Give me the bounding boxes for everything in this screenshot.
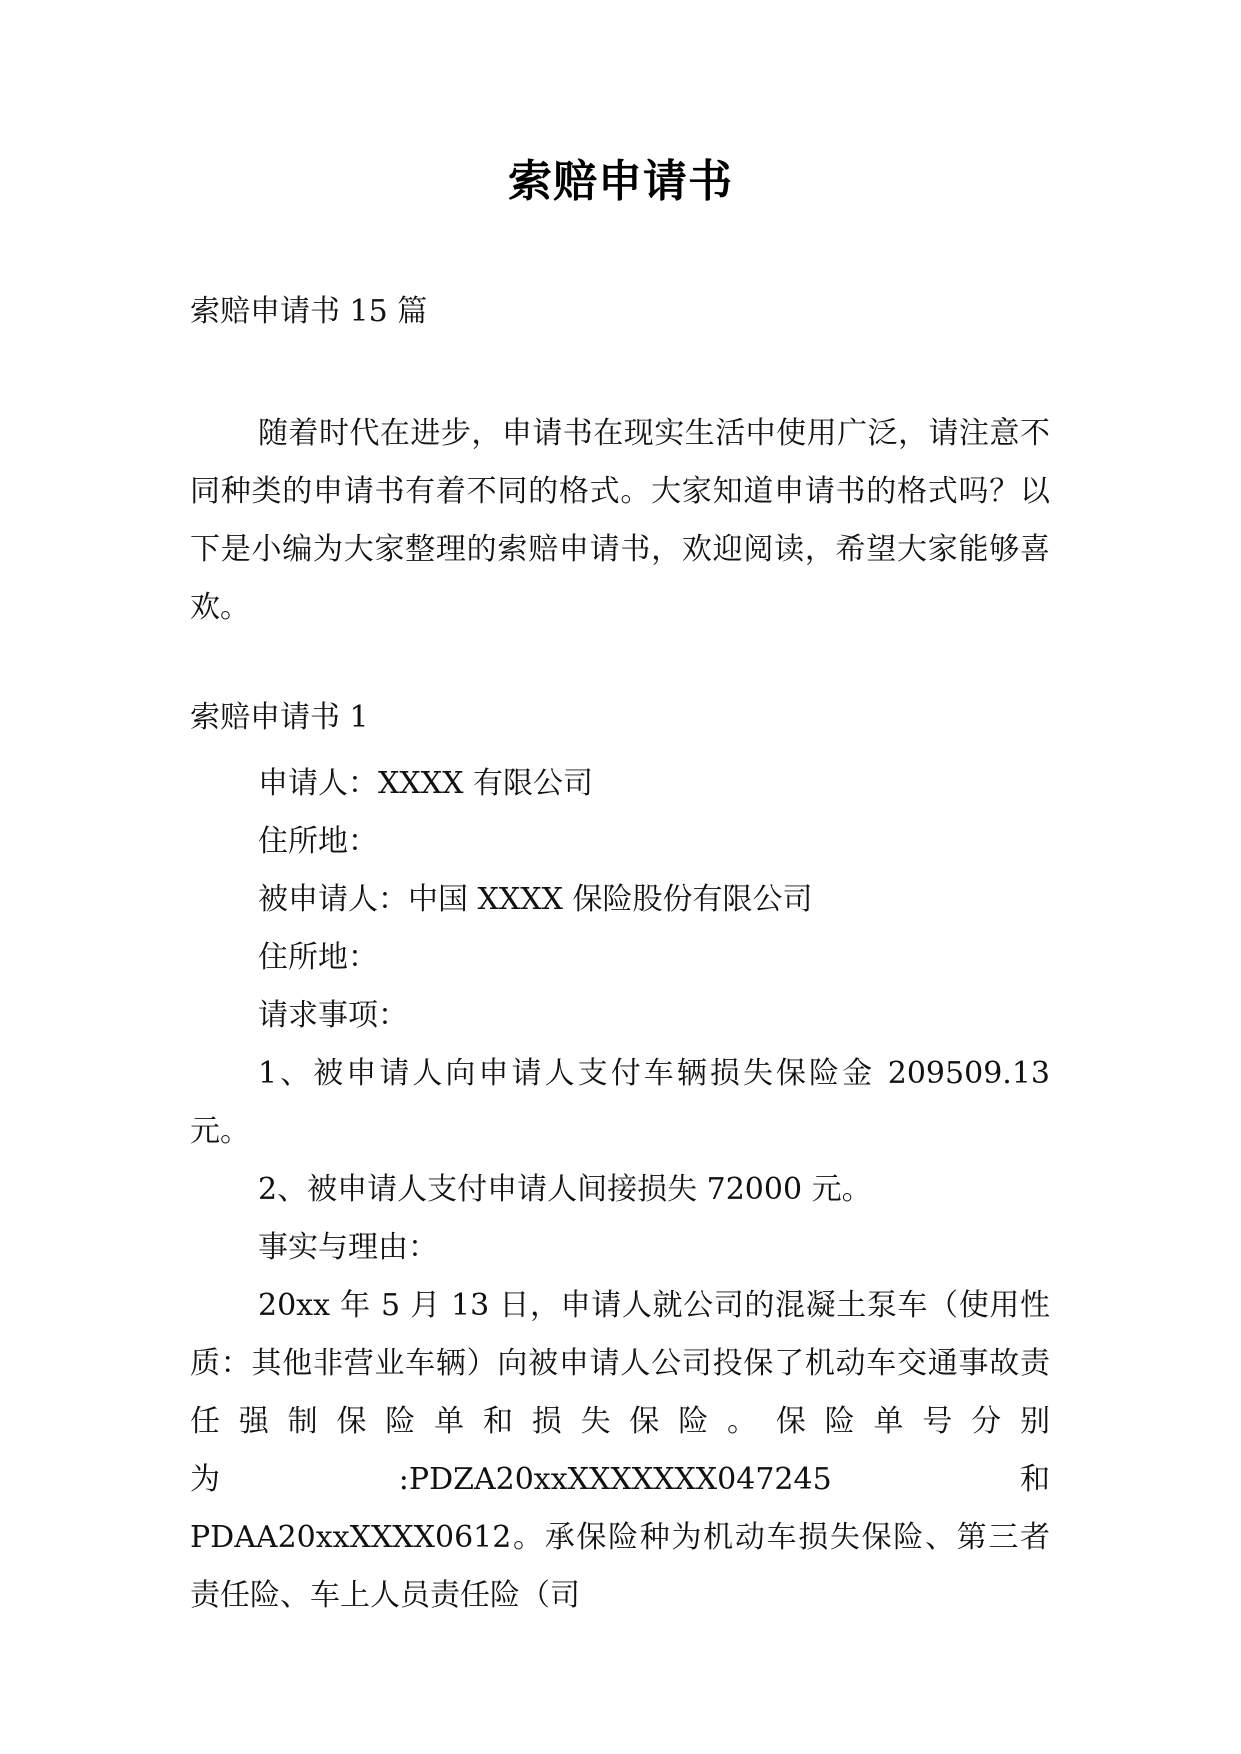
intro-paragraph: 随着时代在进步，申请书在现实生活中使用广泛，请注意不同种类的申请书有着不同的格式。大家知道申请书的格式吗？以下是小编为大家整理的索赔申请书，欢迎阅读，希望大家能够喜欢。 xyxy=(190,416,1050,625)
claim-2-line: 2、被申请人支付申请人间接损失 72000 元。 xyxy=(258,1172,872,1207)
respondent-address-line: 住所地： xyxy=(258,940,378,975)
document-subtitle: 索赔申请书 15 篇 xyxy=(190,294,428,329)
facts-heading: 事实与理由： xyxy=(258,1230,438,1265)
facts-paragraph: 20xx 年 5 月 13 日，申请人就公司的混凝土泵车（使用性质：其他非营业车辆）向被申请人公司投保了机动车交通事故责任强制保险单和损失保险。保险单号分别为:PDZA20xxXXXXXXX047245 和 PDAA20xxXXXX0612。承保险种为机动车损失保险、第三者责任险、车上人员责任险（司 xyxy=(190,1288,1050,1613)
claim-1-paragraph: 1、被申请人向申请人支付车辆损失保险金 209509.13 元。 xyxy=(190,1056,1050,1149)
applicant-address-line: 住所地： xyxy=(258,824,378,859)
respondent-line: 被申请人：中国 XXXX 保险股份有限公司 xyxy=(258,882,813,917)
applicant-line: 申请人：XXXX 有限公司 xyxy=(258,766,593,801)
section-heading: 索赔申请书 1 xyxy=(190,700,369,735)
document-title: 索赔申请书 xyxy=(508,156,733,207)
claims-heading: 请求事项： xyxy=(258,998,408,1033)
